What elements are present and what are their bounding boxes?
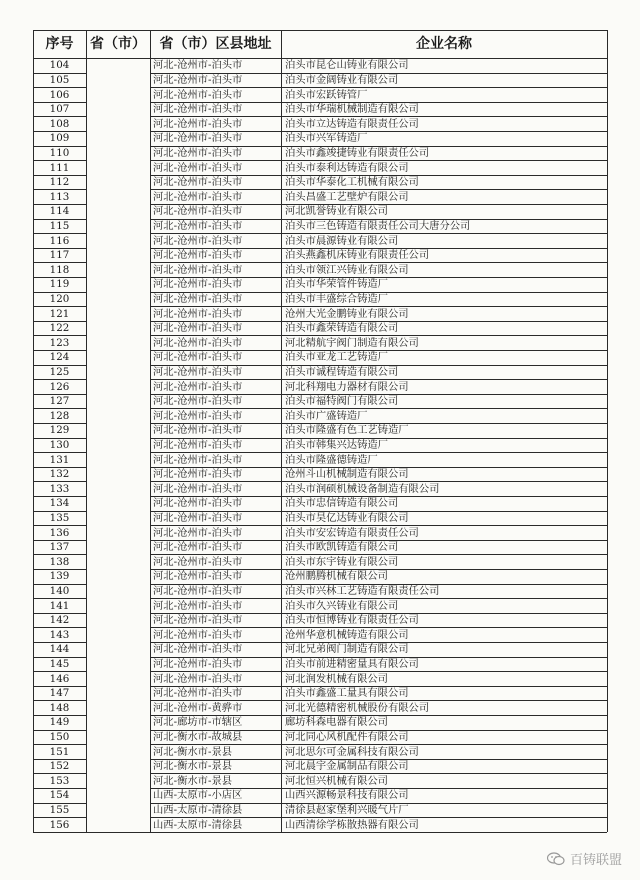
row-company-name: 河北同心风机配件有限公司 — [285, 731, 409, 743]
row-address: 河北-衡水市-景县 — [153, 760, 233, 773]
wechat-logo-icon — [547, 852, 565, 866]
row-serial-number: 146 — [49, 672, 70, 685]
row-company-name: 泊头市昆仑山铸业有限公司 — [285, 59, 409, 72]
row-serial-number: 122 — [49, 322, 70, 335]
row-serial-number: 132 — [49, 468, 70, 481]
row-serial-number: 149 — [49, 716, 70, 729]
row-address: 河北-沧州市-泊头市 — [153, 555, 243, 568]
row-company-name: 泊头市东宇铸业有限公司 — [285, 555, 399, 568]
row-serial-number: 144 — [49, 643, 70, 656]
row-company-name: 河北恒兴机械有限公司 — [285, 774, 388, 787]
row-company-name: 泊头市兴林工艺铸造有限责任公司 — [285, 585, 440, 597]
column-divider-0 — [33, 30, 34, 832]
table-top-border — [33, 30, 607, 31]
row-company-name: 泊头市领江兴铸业有限公司 — [285, 263, 409, 276]
row-company-name: 泊头市润硕机械设备制造有限公司 — [285, 482, 440, 495]
row-serial-number: 120 — [49, 293, 70, 305]
row-address: 河北-沧州市-泊头市 — [153, 424, 243, 437]
row-address: 河北-沧州市-泊头市 — [153, 643, 243, 656]
row-serial-number: 105 — [49, 74, 70, 86]
row-address: 河北-廊坊市-市辖区 — [153, 716, 243, 729]
row-company-name: 泊头市欧凯铸造有限公司 — [285, 541, 399, 554]
row-address: 河北-沧州市-泊头市 — [153, 570, 243, 583]
row-serial-number: 113 — [49, 190, 70, 203]
row-address: 河北-沧州市-泊头市 — [153, 658, 243, 670]
row-company-name: 河北思尔可金属科技有限公司 — [285, 745, 419, 758]
row-serial-number: 112 — [49, 176, 70, 189]
row-company-name: 泊头市韩集兴达铸造厂 — [285, 439, 388, 451]
row-serial-number: 125 — [49, 366, 70, 378]
row-address: 山西-太原市-小店区 — [153, 789, 243, 802]
row-company-name: 河北润发机械有限公司 — [285, 672, 388, 685]
row-address: 山西-太原市-清徐县 — [153, 818, 243, 831]
row-company-name: 沧州斗山机械制造有限公司 — [285, 468, 409, 481]
row-company-name: 泊头市华瑞机械制造有限公司 — [285, 103, 419, 116]
row-company-name: 泊头市鑫盛工量具有限公司 — [285, 687, 409, 700]
row-address: 河北-沧州市-泊头市 — [153, 336, 243, 349]
column-divider-3 — [281, 30, 282, 832]
row-address: 河北-沧州市-泊头市 — [153, 672, 243, 685]
row-address: 河北-沧州市-泊头市 — [153, 497, 243, 510]
header-serial-number: 序号 — [45, 36, 74, 52]
row-company-name: 河北精航宇阀门制造有限公司 — [285, 336, 419, 349]
row-company-name: 河北凯誉铸业有限公司 — [285, 205, 388, 218]
row-company-name: 泊头市安宏铸造有限责任公司 — [285, 526, 419, 539]
row-serial-number: 111 — [49, 161, 70, 174]
row-serial-number: 124 — [49, 351, 70, 364]
header-bottom-border — [33, 58, 607, 59]
row-address: 河北-沧州市-泊头市 — [153, 628, 243, 641]
row-address: 河北-沧州市-泊头市 — [153, 468, 243, 481]
row-serial-number: 154 — [49, 789, 70, 802]
row-company-name: 河北晨宇金属制品有限公司 — [285, 760, 409, 773]
row-company-name: 泊头市金阔铸业有限公司 — [285, 74, 399, 86]
row-serial-number: 139 — [49, 570, 70, 583]
row-serial-number: 119 — [49, 278, 70, 291]
row-address: 河北-沧州市-泊头市 — [153, 585, 243, 597]
row-serial-number: 141 — [49, 599, 70, 612]
row-serial-number: 143 — [49, 628, 70, 641]
row-address: 河北-沧州市-泊头市 — [153, 161, 243, 174]
row-company-name: 泊头市华荣管件铸造厂 — [285, 278, 388, 291]
row-serial-number: 110 — [49, 147, 70, 159]
row-address: 河北-沧州市-泊头市 — [153, 526, 243, 539]
row-company-name: 沧州鹏腾机械有限公司 — [285, 570, 388, 583]
row-serial-number: 115 — [49, 220, 70, 232]
row-serial-number: 126 — [49, 380, 70, 393]
row-company-name: 泊头市隆盛德铸造厂 — [285, 453, 378, 466]
row-serial-number: 116 — [49, 234, 70, 247]
row-address: 河北-沧州市-泊头市 — [153, 88, 243, 101]
row-address: 河北-沧州市-泊头市 — [153, 190, 243, 203]
row-address: 河北-沧州市-泊头市 — [153, 322, 243, 335]
row-address: 河北-沧州市-泊头市 — [153, 59, 243, 72]
row-address: 河北-沧州市-泊头市 — [153, 614, 243, 627]
row-address: 河北-衡水市-故城县 — [153, 731, 243, 743]
row-divider — [33, 832, 607, 833]
row-address: 河北-沧州市-泊头市 — [153, 380, 243, 393]
row-address: 河北-衡水市-景县 — [153, 774, 233, 787]
row-address: 河北-沧州市-泊头市 — [153, 439, 243, 451]
column-divider-2 — [150, 30, 151, 832]
row-address: 河北-沧州市-泊头市 — [153, 132, 243, 145]
row-company-name: 沧州大光金鹏铸业有限公司 — [285, 307, 409, 320]
row-company-name: 泊头市立达铸造有限责任公司 — [285, 117, 419, 130]
row-company-name: 泊头市鑫荣铸造有限公司 — [285, 322, 399, 335]
row-address: 河北-沧州市-泊头市 — [153, 351, 243, 364]
row-serial-number: 148 — [49, 701, 70, 714]
row-company-name: 河北科翔电力器材有限公司 — [285, 380, 409, 393]
row-serial-number: 130 — [49, 439, 70, 451]
watermark-text: 百铸联盟 — [569, 853, 622, 868]
row-serial-number: 150 — [49, 731, 70, 743]
row-company-name: 泊头市福特阀门有限公司 — [285, 395, 399, 408]
header-company-name: 企业名称 — [416, 36, 472, 52]
row-address: 河北-沧州市-泊头市 — [153, 147, 243, 159]
row-company-name: 泊头市亚龙工艺铸造厂 — [285, 351, 388, 364]
row-company-name: 泊头市久兴铸业有限公司 — [285, 599, 399, 612]
row-address: 河北-沧州市-泊头市 — [153, 307, 243, 320]
row-company-name: 泊头市隆盛有色工艺铸造厂 — [285, 424, 409, 437]
row-company-name: 泊头市宏跃铸管厂 — [285, 88, 368, 101]
row-address: 河北-沧州市-黄骅市 — [153, 701, 243, 714]
row-company-name: 沧州华意机械铸造有限公司 — [285, 628, 409, 641]
row-address: 河北-沧州市-泊头市 — [153, 249, 243, 262]
row-address: 河北-沧州市-泊头市 — [153, 599, 243, 612]
row-company-name: 泊头市鑫竣捷铸业有限责任公司 — [285, 147, 430, 159]
row-address: 山西-太原市-清徐县 — [153, 804, 243, 816]
header-province: 省（市） — [90, 36, 146, 52]
row-address: 河北-沧州市-泊头市 — [153, 103, 243, 116]
row-company-name: 泊头市三色铸造有限责任公司大唐分公司 — [285, 220, 471, 232]
row-address: 河北-沧州市-泊头市 — [153, 234, 243, 247]
row-serial-number: 155 — [49, 804, 70, 816]
row-address: 河北-沧州市-泊头市 — [153, 278, 243, 291]
row-serial-number: 140 — [49, 585, 70, 597]
row-serial-number: 133 — [49, 482, 70, 495]
row-address: 河北-沧州市-泊头市 — [153, 409, 243, 422]
row-company-name: 泊头市恒博铸业有限责任公司 — [285, 614, 419, 627]
row-serial-number: 107 — [49, 103, 70, 116]
column-divider-1 — [86, 30, 87, 832]
row-company-name: 泊头市华泰化工机械有限公司 — [285, 176, 419, 189]
row-address: 河北-沧州市-泊头市 — [153, 482, 243, 495]
row-company-name: 清徐县赵家堡利兴暖气片厂 — [285, 804, 409, 816]
row-address: 河北-衡水市-景县 — [153, 745, 233, 758]
row-address: 河北-沧州市-泊头市 — [153, 512, 243, 524]
row-serial-number: 152 — [49, 760, 70, 773]
row-serial-number: 135 — [49, 512, 70, 524]
column-divider-4 — [607, 30, 608, 832]
row-company-name: 泊头市广盛铸造厂 — [285, 409, 368, 422]
row-serial-number: 153 — [49, 774, 70, 787]
row-address: 河北-沧州市-泊头市 — [153, 366, 243, 378]
row-address: 河北-沧州市-泊头市 — [153, 117, 243, 130]
row-company-name: 泊头市泰利达铸造有限公司 — [285, 161, 409, 174]
row-address: 河北-沧州市-泊头市 — [153, 74, 243, 86]
row-serial-number: 138 — [49, 555, 70, 568]
row-address: 河北-沧州市-泊头市 — [153, 541, 243, 554]
row-address: 河北-沧州市-泊头市 — [153, 220, 243, 232]
row-serial-number: 109 — [49, 132, 70, 145]
row-serial-number: 118 — [49, 263, 70, 276]
row-serial-number: 147 — [49, 687, 70, 700]
header-address: 省（市）区县地址 — [159, 36, 272, 52]
row-address: 河北-沧州市-泊头市 — [153, 293, 243, 305]
row-serial-number: 121 — [49, 307, 70, 320]
row-company-name: 山西兴源畅景科技有限公司 — [285, 789, 409, 802]
row-company-name: 泊头市丰盛综合铸造厂 — [285, 293, 388, 305]
row-serial-number: 151 — [49, 745, 70, 758]
row-company-name: 河北兄弟阀门制造有限公司 — [285, 643, 409, 656]
row-serial-number: 128 — [49, 409, 70, 422]
row-serial-number: 137 — [49, 541, 70, 554]
row-serial-number: 145 — [49, 658, 70, 670]
row-company-name: 泊头市诚程铸造有限公司 — [285, 366, 399, 378]
row-serial-number: 123 — [49, 336, 70, 349]
row-company-name: 泊头燕鑫机床铸业有限责任公司 — [285, 249, 430, 262]
row-address: 河北-沧州市-泊头市 — [153, 395, 243, 408]
row-serial-number: 106 — [49, 88, 70, 101]
row-serial-number: 142 — [49, 614, 70, 627]
row-company-name: 泊头昌盛工艺壁炉有限公司 — [285, 190, 409, 203]
row-company-name: 泊头市前进精密量具有限公司 — [285, 658, 419, 670]
row-company-name: 廊坊科森电器有限公司 — [285, 716, 388, 729]
row-serial-number: 131 — [49, 453, 70, 466]
row-company-name: 泊头市忠信铸造有限公司 — [285, 497, 399, 510]
row-serial-number: 129 — [49, 424, 70, 437]
row-company-name: 泊头市昊亿达铸业有限公司 — [285, 512, 409, 524]
row-serial-number: 104 — [49, 59, 70, 72]
row-address: 河北-沧州市-泊头市 — [153, 176, 243, 189]
row-serial-number: 156 — [49, 818, 70, 831]
row-serial-number: 127 — [49, 395, 70, 408]
row-serial-number: 114 — [49, 205, 70, 218]
row-serial-number: 134 — [49, 497, 70, 510]
row-address: 河北-沧州市-泊头市 — [153, 453, 243, 466]
row-company-name: 泊头市兴军铸造厂 — [285, 132, 368, 145]
row-address: 河北-沧州市-泊头市 — [153, 263, 243, 276]
row-serial-number: 108 — [49, 117, 70, 130]
row-company-name: 泊头市晨源铸业有限公司 — [285, 234, 399, 247]
row-serial-number: 117 — [49, 249, 70, 262]
row-serial-number: 136 — [49, 526, 70, 539]
watermark — [547, 849, 622, 868]
row-address: 河北-沧州市-泊头市 — [153, 687, 243, 700]
row-company-name: 河北光德精密机械股份有限公司 — [285, 701, 430, 714]
row-address: 河北-沧州市-泊头市 — [153, 205, 243, 218]
row-company-name: 山西清徐学栋散热器有限公司 — [285, 818, 419, 831]
